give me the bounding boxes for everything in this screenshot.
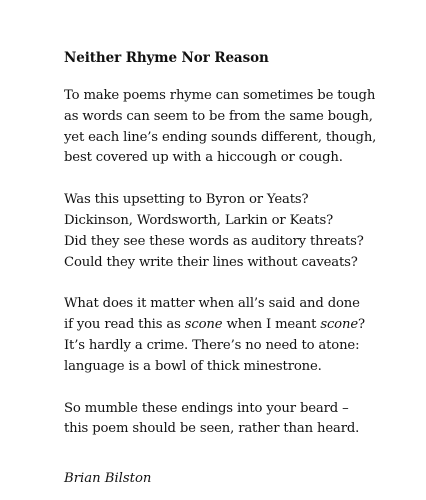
poem-line: Dickinson, Wordsworth, Larkin or Keats? bbox=[64, 212, 333, 228]
line-text: ? bbox=[357, 317, 365, 333]
poem-line: It’s hardly a crime. There’s no need to atone: bbox=[64, 337, 360, 353]
poem-line: Did they see these words as auditory threats? bbox=[64, 233, 364, 249]
poem-line: yet each line’s ending sounds different, though, bbox=[64, 129, 377, 145]
poem-line: Could they write their lines without caveats? bbox=[64, 254, 358, 270]
poem-line: as words can seem to be from the same bough, bbox=[64, 108, 373, 124]
poem-page bbox=[64, 48, 414, 489]
line-text: if you read this as bbox=[64, 317, 185, 333]
emphasis-word: scone bbox=[320, 317, 358, 333]
poem-line: this poem should be seen, rather than heard. bbox=[64, 421, 360, 437]
author-name: Brian Bilston bbox=[64, 471, 152, 487]
stanza-2 bbox=[64, 190, 414, 273]
poem-title: Neither Rhyme Nor Reason bbox=[64, 50, 269, 66]
stanza-4 bbox=[64, 399, 414, 441]
line-text: when I meant bbox=[222, 317, 321, 333]
poem-line: What does it matter when all’s said and done bbox=[64, 296, 360, 312]
emphasis-word: scone bbox=[184, 317, 223, 333]
poem-line-mixed bbox=[64, 315, 414, 336]
poem-line: language is a bowl of thick minestrone. bbox=[64, 358, 322, 374]
poem-line: So mumble these endings into your beard – bbox=[64, 400, 349, 416]
poem-line: best covered up with a hiccough or cough. bbox=[64, 150, 343, 166]
poem-line: Was this upsetting to Byron or Yeats? bbox=[64, 192, 309, 208]
stanza-1 bbox=[64, 86, 414, 169]
poem-line: To make poems rhyme can sometimes be tough bbox=[64, 88, 376, 103]
stanza-3 bbox=[64, 294, 414, 377]
